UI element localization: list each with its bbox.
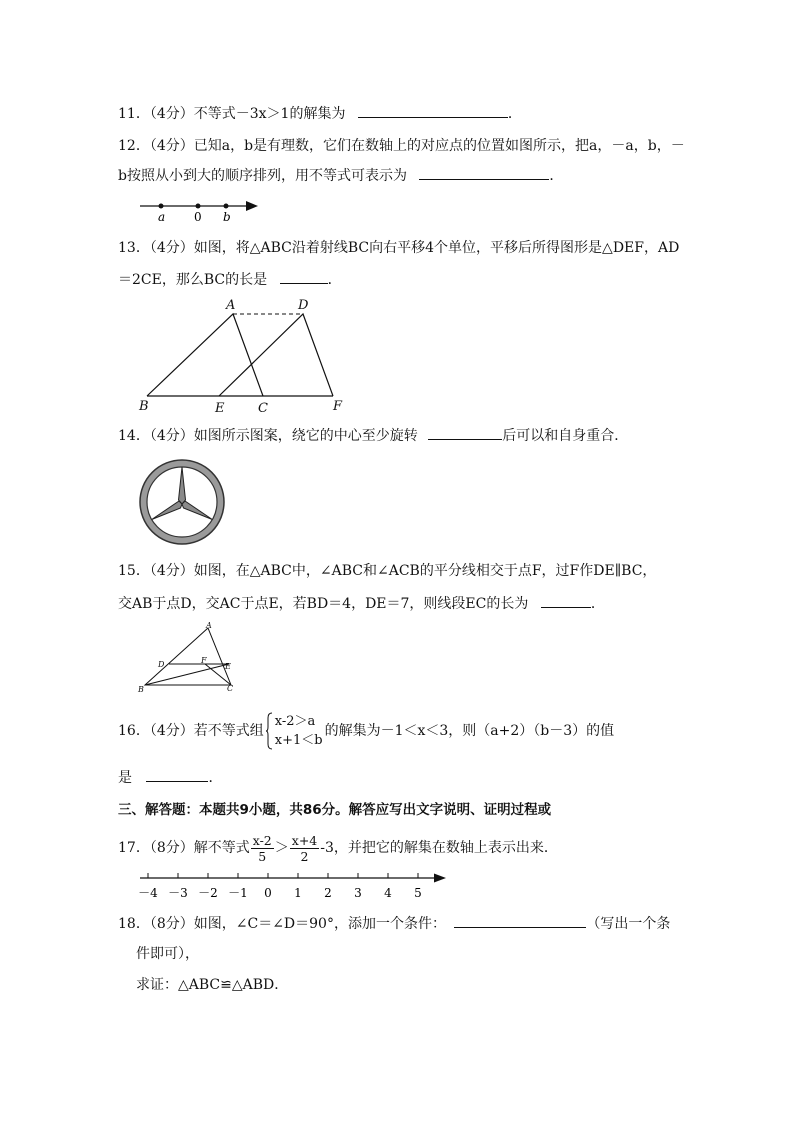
q12-line2: b按照从小到大的顺序排列，用不等式可表示为: [118, 168, 407, 184]
q17-tick-label: －2: [198, 886, 218, 900]
q17-ticks: [138, 873, 422, 900]
q12-score: （4分）: [149, 138, 194, 154]
q15-label-C: C: [227, 684, 234, 693]
q17-fraction-1: [251, 833, 274, 864]
q12-label-b: b: [223, 210, 231, 224]
question-12: [118, 135, 685, 157]
question-13: [118, 237, 678, 259]
q13-translation-figure: [135, 296, 355, 418]
q15-label-D: D: [158, 660, 165, 669]
q17-pre: 解不等式: [193, 840, 250, 856]
q13-label-C: C: [258, 401, 268, 416]
question-15: [118, 560, 678, 582]
q17-tick-label: 5: [414, 886, 422, 900]
q16-ineq1: x-2＞a: [274, 714, 316, 729]
q17-frac1-denominator: 5: [258, 848, 267, 864]
q18-text: 如图，∠C＝∠D＝90°，添加一个条件：: [193, 916, 446, 932]
q16-post: 的解集为－1＜x＜3，则（a+2）（b－3）的值: [324, 723, 615, 739]
question-18-line2: [136, 943, 696, 965]
q13-line2: ＝2CE，那么BC的长是: [118, 272, 268, 288]
q17-number: 17．: [118, 840, 150, 856]
q17-gt: ＞: [274, 840, 289, 856]
q17-tick-label: －4: [138, 886, 158, 900]
q17-tick-label: 0: [264, 886, 272, 900]
q13-label-E: E: [215, 401, 225, 416]
q18-number: 18．: [118, 916, 150, 932]
q14-rotation-pattern-figure: [138, 458, 228, 548]
q12-number: 12．: [118, 138, 150, 154]
q16-answer-blank[interactable]: [146, 766, 208, 782]
q15-label-A: A: [206, 621, 212, 630]
q12-label-0: 0: [194, 210, 202, 224]
question-12-line2: b按照从小到大的顺序排列，用不等式可表示为 ．: [118, 164, 678, 187]
q15-score: （4分）: [149, 563, 194, 579]
question-13-line2: ＝2CE，那么BC的长是 ．: [118, 268, 678, 291]
q13-label-A: A: [226, 298, 236, 313]
q13-answer-blank[interactable]: [280, 268, 328, 284]
q13-label-B: B: [139, 399, 149, 414]
q11-number: 11．: [118, 106, 150, 122]
q14-number: 14．: [118, 428, 150, 444]
q12-answer-blank[interactable]: [419, 164, 549, 180]
section-3-heading: 三、解答题：本题共9小题，共86分。解答应写出文字说明、证明过程或: [118, 802, 552, 818]
q17-fraction-2: [290, 833, 319, 864]
q17-tick-label: 2: [324, 886, 332, 900]
q12-point-b: [224, 204, 229, 209]
q15-triangle-figure: [135, 620, 245, 700]
q18-score: （8分）: [149, 916, 194, 932]
question-14: [118, 424, 678, 447]
q14-answer-blank[interactable]: [428, 424, 502, 440]
q17-frac1-numerator: x-2: [252, 832, 272, 848]
question-11: 11．（4分）不等式－3x＞1的解集为 ．: [118, 102, 678, 125]
q12-line1: 已知a，b是有理数，它们在数轴上的对应点的位置如图所示，把a，－a，b，－: [193, 138, 685, 154]
q16-brace: [266, 712, 273, 750]
q11-text: 不等式－3x＞1的解集为: [193, 106, 346, 122]
q17-frac2-denominator: 2: [300, 848, 309, 864]
q13-line1: 如图，将△ABC沿着射线BC向右平移4个单位，平移后所得图形是△DEF，AD: [193, 240, 680, 256]
question-16-line2: 是 ．: [118, 766, 678, 789]
q14-text: 如图所示图案，绕它的中心至少旋转: [193, 428, 418, 444]
q15-label-F: F: [201, 656, 207, 665]
q15-label-B: B: [138, 685, 144, 694]
q16-pre: 若不等式组: [193, 723, 264, 739]
question-18-line3: [136, 974, 696, 996]
q17-number-line: [138, 870, 458, 902]
question-17: [118, 830, 678, 866]
q16-line2: 是: [118, 770, 132, 786]
q17-post: -3，并把它的解集在数轴上表示出来．: [320, 840, 558, 856]
q12-point-0: [196, 204, 201, 209]
q13-label-F: F: [333, 399, 343, 414]
q15-number: 15．: [118, 563, 150, 579]
q15-label-E: E: [225, 662, 231, 671]
q15-answer-blank[interactable]: [541, 592, 591, 608]
q18-line2: 件即可），: [136, 946, 199, 962]
q15-line1: 如图，在△ABC中，∠ABC和∠ACB的平分线相交于点F，过F作DE∥BC，: [193, 563, 657, 579]
q17-frac2-numerator: x+4: [291, 832, 318, 848]
q16-ineq2: x+1＜b: [274, 733, 323, 748]
q18-answer-blank[interactable]: [454, 912, 586, 928]
question-18: [118, 912, 678, 935]
q11-score: （4分）: [149, 106, 194, 122]
q17-score: （8分）: [149, 840, 194, 856]
q18-line3: 求证：△ABC≌△ABD．: [136, 977, 289, 993]
q13-label-D: D: [298, 298, 309, 313]
q12-point-a: [159, 204, 164, 209]
q13-score: （4分）: [149, 240, 194, 256]
q17-tick-label: 4: [384, 886, 392, 900]
q17-tick-label: 1: [294, 886, 302, 900]
q16-number: 16．: [118, 723, 150, 739]
q12-label-a: a: [158, 210, 166, 224]
q14-score: （4分）: [149, 428, 194, 444]
q15-line2: 交AB于点D，交AC于点E，若BD＝4，DE＝7，则线段EC的长为: [118, 596, 529, 612]
question-15-line2: 交AB于点D，交AC于点E，若BD＝4，DE＝7，则线段EC的长为 ．: [118, 592, 678, 615]
q12-number-line: [138, 196, 268, 226]
q18-tail: （写出一个条: [586, 916, 671, 932]
q14-tail: 后可以和自身重合．: [502, 428, 629, 444]
q16-score: （4分）: [149, 723, 194, 739]
q17-tick-label: －3: [168, 886, 188, 900]
q16-inequality-system: [266, 712, 323, 750]
q13-number: 13．: [118, 240, 150, 256]
q17-tick-label: －1: [228, 886, 248, 900]
question-16: [118, 710, 678, 752]
q11-answer-blank[interactable]: [358, 102, 508, 118]
q17-tick-label: 3: [354, 886, 362, 900]
